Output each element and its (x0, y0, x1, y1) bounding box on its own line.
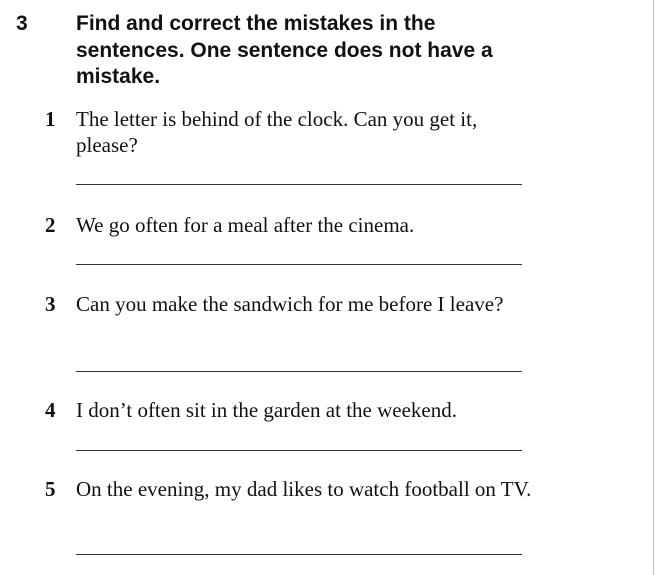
sentence-text: On the evening, my dad likes to watch football on TV. (76, 477, 532, 501)
answer-line[interactable] (76, 184, 522, 185)
exercise-number: 3 (16, 12, 28, 35)
sentence-text: I don’t often sit in the garden at the weekend. (76, 398, 457, 422)
sentence-text: Can you make the sandwich for me before I leave? (76, 292, 504, 316)
exercise-instruction: Find and correct the mistakes in the sentences. One sentence does not have a mistake. (76, 12, 493, 88)
sentence-text: We go often for a meal after the cinema. (76, 213, 415, 237)
sentence-number: 1 (45, 107, 56, 131)
answer-line[interactable] (76, 554, 522, 555)
answer-line[interactable] (76, 264, 522, 265)
sentence-number: 3 (45, 292, 56, 316)
answer-line[interactable] (76, 450, 522, 451)
page-border (653, 0, 654, 575)
sentence-number: 2 (45, 213, 56, 237)
answer-line[interactable] (76, 371, 522, 372)
sentence-text: The letter is behind of the clock. Can you get it, please? (76, 107, 478, 157)
sentence-number: 5 (45, 477, 56, 501)
sentence-number: 4 (45, 398, 56, 422)
